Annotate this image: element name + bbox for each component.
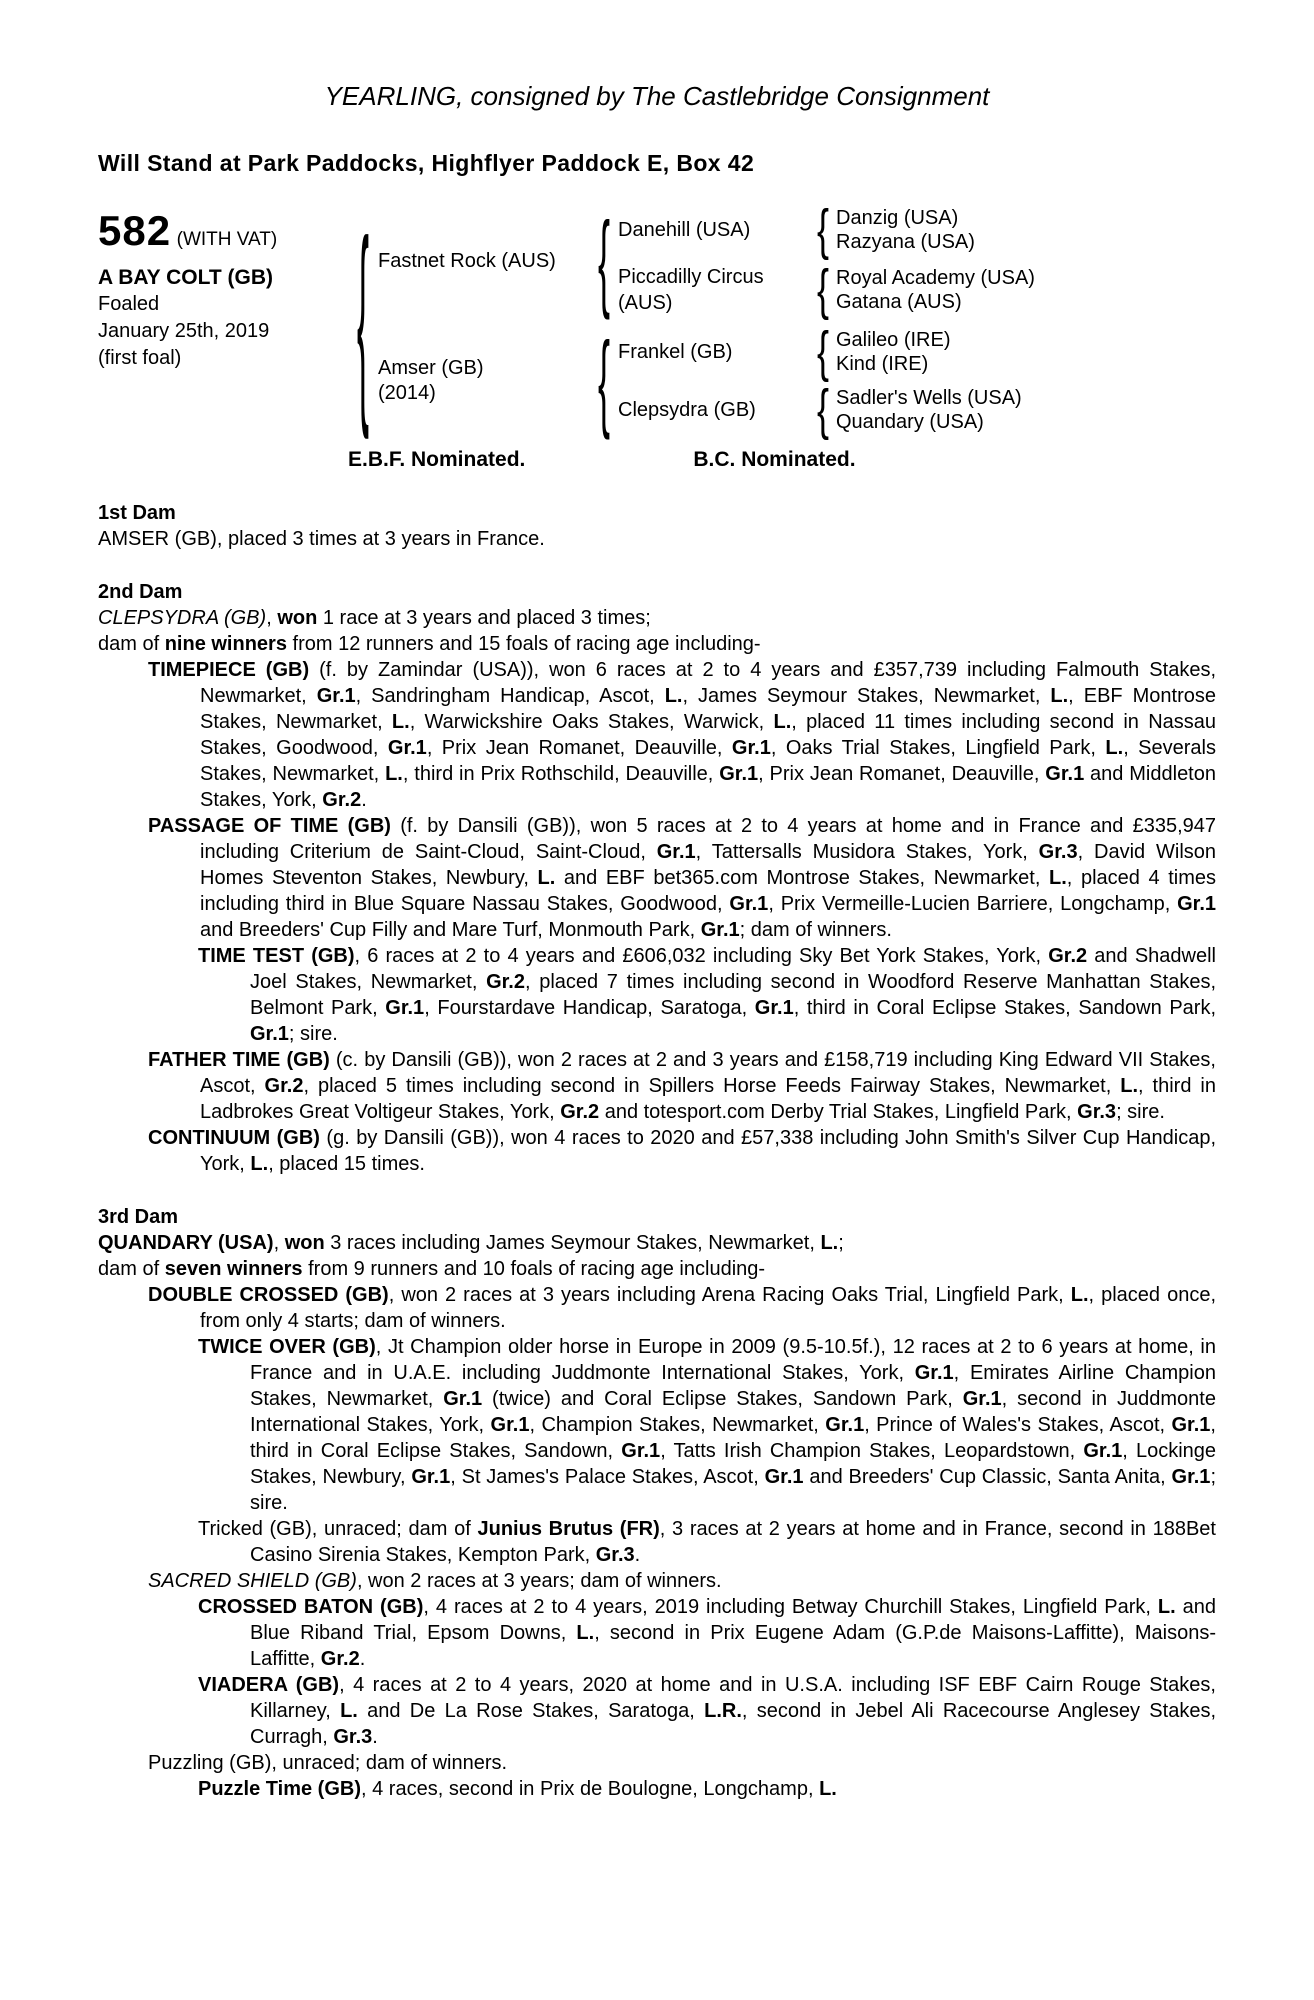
pedigree-entry-crossed-baton: CROSSED BATON (GB), 4 races at 2 to 4 years, 2019 including Betway Churchill Stakes, Lingfield Park, L. and Blue Riband Trial, Epsom Downs, L., second in Prix Eugene Adam (G.P.de Maisons-Laffitte), Maisons-Laffitte, Gr.2. bbox=[198, 1596, 1216, 1670]
dam-record: QUANDARY (USA), won 3 races including James Seymour Stakes, Newmarket, L.; bbox=[98, 1232, 844, 1254]
dam-grandparents bbox=[618, 328, 1022, 434]
dam-year: (2014) bbox=[378, 382, 436, 404]
stand-location: Will Stand at Park Paddocks, Highflyer Paddock E, Box 42 bbox=[98, 150, 755, 176]
pedigree-entry-continuum: CONTINUUM (GB) (g. by Dansili (GB)), won 4 races to 2020 and £57,338 including John Smith's Silver Cup Handicap, York, L., placed 15 times. bbox=[148, 1127, 1216, 1175]
brace-icon bbox=[810, 202, 836, 258]
lot-number: 582 bbox=[98, 207, 172, 254]
dam-produce-summary: dam of seven winners from 9 runners and 10 foals of racing age including- bbox=[98, 1258, 766, 1280]
ancestor-name: Quandary (USA) bbox=[836, 411, 984, 433]
brace-icon bbox=[348, 210, 378, 430]
pedigree-tree bbox=[348, 206, 1035, 434]
pedigree-entry-puzzling: Puzzling (GB), unraced; dam of winners. bbox=[148, 1752, 508, 1774]
brace-icon bbox=[810, 324, 836, 380]
sire-name: Fastnet Rock (AUS) bbox=[378, 249, 556, 272]
second-dam-section bbox=[98, 579, 1216, 1177]
lot-description: A BAY COLT (GB) bbox=[98, 266, 274, 289]
ancestor-name: Galileo (IRE) bbox=[836, 329, 951, 351]
sire-dam-unit bbox=[618, 264, 1035, 316]
sire-grandparents bbox=[618, 206, 1035, 316]
foaled-date: January 25th, 2019 bbox=[98, 320, 270, 342]
pedigree-entry-father-time: FATHER TIME (GB) (c. by Dansili (GB)), won 2 races at 2 and 3 years and £158,719 including King Edward VII Stakes, Ascot, Gr.2, placed 5 times including second in Spillers Horse Feeds Fairway Stakes, Newmarket, L., third in Ladbrokes Great Voltigeur Stakes, York, Gr.2 and totesport.com Derby Trial Stakes, Lingfield Park, Gr.3; sire. bbox=[148, 1049, 1216, 1123]
pedigree-entry-puzzle-time: Puzzle Time (GB), 4 races, second in Prix de Boulogne, Longchamp, L. bbox=[198, 1778, 837, 1800]
pedigree-entry-tricked: Tricked (GB), unraced; dam of Junius Brutus (FR), 3 races at 2 years at home and in France, second in 188Bet Casino Sirenia Stakes, Kempton Park, Gr.3. bbox=[198, 1518, 1216, 1566]
dam-sire-unit bbox=[618, 328, 1022, 376]
foal-note: (first foal) bbox=[98, 347, 182, 369]
ancestor-name: Danzig (USA) bbox=[836, 207, 959, 229]
first-dam-section bbox=[98, 500, 1216, 552]
sire-sire-unit bbox=[618, 206, 1035, 254]
dam-sire-name: Frankel (GB) bbox=[618, 341, 733, 363]
brace-icon bbox=[810, 262, 836, 318]
dam-dam-name: Clepsydra (GB) bbox=[618, 399, 756, 421]
pedigree-entry-viadera: VIADERA (GB), 4 races at 2 to 4 years, 2020 at home and in U.S.A. including ISF EBF Cairn Rouge Stakes, Killarney, L. and De La Rose Stakes, Saratoga, L.R., second in Jebel Ali Racecourse Anglesey Stakes, Curragh, Gr.3. bbox=[198, 1674, 1216, 1748]
ancestor-name: Kind (IRE) bbox=[836, 353, 929, 375]
ancestor-name: Razyana (USA) bbox=[836, 231, 975, 253]
sire-sire-name: Danehill (USA) bbox=[618, 219, 751, 241]
sire-sire-parents bbox=[836, 206, 975, 254]
pedigree-halves bbox=[378, 206, 1035, 434]
brace-icon bbox=[810, 382, 836, 438]
page-title: YEARLING, consigned by The Castlebridge Consignment bbox=[324, 81, 990, 111]
dam-sire-parents bbox=[836, 328, 950, 376]
dam-dam-unit bbox=[618, 386, 1022, 434]
dam-name: Amser (GB) bbox=[378, 357, 484, 379]
vat-note: (WITH VAT) bbox=[176, 229, 278, 250]
section-heading: 1st Dam bbox=[98, 502, 176, 524]
dam-half bbox=[378, 328, 1035, 434]
dam-produce-summary: dam of nine winners from 12 runners and 15 foals of racing age including- bbox=[98, 633, 761, 655]
brace-icon bbox=[590, 327, 618, 435]
sire-half bbox=[378, 206, 1035, 316]
sire-dam-name: Piccadilly Circus (AUS) bbox=[618, 266, 764, 314]
foaled-label: Foaled bbox=[98, 293, 160, 315]
dam-record: CLEPSYDRA (GB), won 1 race at 3 years and placed 3 times; bbox=[98, 607, 651, 629]
pedigree-entry-time-test: TIME TEST (GB), 6 races at 2 to 4 years and £606,032 including Sky Bet York Stakes, York, Gr.2 and Shadwell Joel Stakes, Newmarket, Gr.2, placed 7 times including second in Woodford Reserve Manhattan Stakes, Belmont Park, Gr.1, Fourstardave Handicap, Saratoga, Gr.1, third in Coral Eclipse Stakes, Sandown Park, Gr.1; sire. bbox=[198, 945, 1217, 1045]
third-dam-section bbox=[98, 1204, 1216, 1802]
pedigree-entry-timepiece: TIMEPIECE (GB) (f. by Zamindar (USA)), won 6 races at 2 to 4 years and £357,739 including Falmouth Stakes, Newmarket, Gr.1, Sandringham Handicap, Ascot, L., James Seymour Stakes, Newmarket, L., EBF Montrose Stakes, Newmarket, L., Warwickshire Oaks Stakes, Warwick, L., placed 11 times including second in Nassau Stakes, Goodwood, Gr.1, Prix Jean Romanet, Deauville, Gr.1, Oaks Trial Stakes, Lingfield Park, L., Severals Stakes, Newmarket, L., third in Prix Rothschild, Deauville, Gr.1, Prix Jean Romanet, Deauville, Gr.1 and Middleton Stakes, York, Gr.2. bbox=[148, 659, 1217, 811]
dam-name-block bbox=[378, 356, 590, 406]
pedigree-entry-passage-of-time: PASSAGE OF TIME (GB) (f. by Dansili (GB)), won 5 races at 2 to 4 years at home and in France and £335,947 including Criterium de Saint-Cloud, Saint-Cloud, Gr.1, Tattersalls Musidora Stakes, York, Gr.3, David Wilson Homes Steventon Stakes, Newbury, L. and EBF bet365.com Montrose Stakes, Newmarket, L., placed 4 times including third in Blue Square Nassau Stakes, Goodwood, Gr.1, Prix Vermeille-Lucien Barriere, Longchamp, Gr.1 and Breeders' Cup Filly and Mare Turf, Monmouth Park, Gr.1; dam of winners. bbox=[148, 815, 1217, 941]
lot-info bbox=[98, 206, 348, 372]
pedigree-entry-double-crossed: DOUBLE CROSSED (GB), won 2 races at 3 years including Arena Racing Oaks Trial, Lingfield Park, L., placed once, from only 4 starts; dam of winners. bbox=[148, 1284, 1216, 1332]
ancestor-name: Gatana (AUS) bbox=[836, 291, 962, 313]
nominations-line bbox=[98, 446, 1216, 473]
ebf-nominated: E.B.F. Nominated. bbox=[348, 448, 526, 471]
pedigree-entry-twice-over: TWICE OVER (GB), Jt Champion older horse in Europe in 2009 (9.5-10.5f.), 12 races at 2 to 6 years at home, in France and in U.A.E. including Juddmonte International Stakes, York, Gr.1, Emirates Airline Champion Stakes, Newmarket, Gr.1 (twice) and Coral Eclipse Stakes, Sandown Park, Gr.1, second in Juddmonte International Stakes, York, Gr.1, Champion Stakes, Newmarket, Gr.1, Prince of Wales's Stakes, Ascot, Gr.1, third in Coral Eclipse Stakes, Sandown, Gr.1, Tatts Irish Champion Stakes, Leopardstown, Gr.1, Lockinge Stakes, Newbury, Gr.1, St James's Palace Stakes, Ascot, Gr.1 and Breeders' Cup Classic, Santa Anita, Gr.1; sire. bbox=[198, 1336, 1217, 1514]
ancestor-name: Sadler's Wells (USA) bbox=[836, 387, 1022, 409]
sire-dam-parents bbox=[836, 266, 1035, 314]
pedigree-block bbox=[98, 206, 1216, 434]
dam-record: AMSER (GB), placed 3 times at 3 years in France. bbox=[98, 528, 545, 550]
bc-nominated: B.C. Nominated. bbox=[693, 448, 856, 471]
ancestor-name: Royal Academy (USA) bbox=[836, 267, 1035, 289]
lot-number-line bbox=[98, 207, 348, 254]
dam-dam-parents bbox=[836, 386, 1022, 434]
section-heading: 2nd Dam bbox=[98, 581, 183, 603]
pedigree-entry-sacred-shield: SACRED SHIELD (GB), won 2 races at 3 years; dam of winners. bbox=[148, 1570, 722, 1592]
brace-icon bbox=[590, 207, 618, 315]
section-heading: 3rd Dam bbox=[98, 1206, 179, 1228]
